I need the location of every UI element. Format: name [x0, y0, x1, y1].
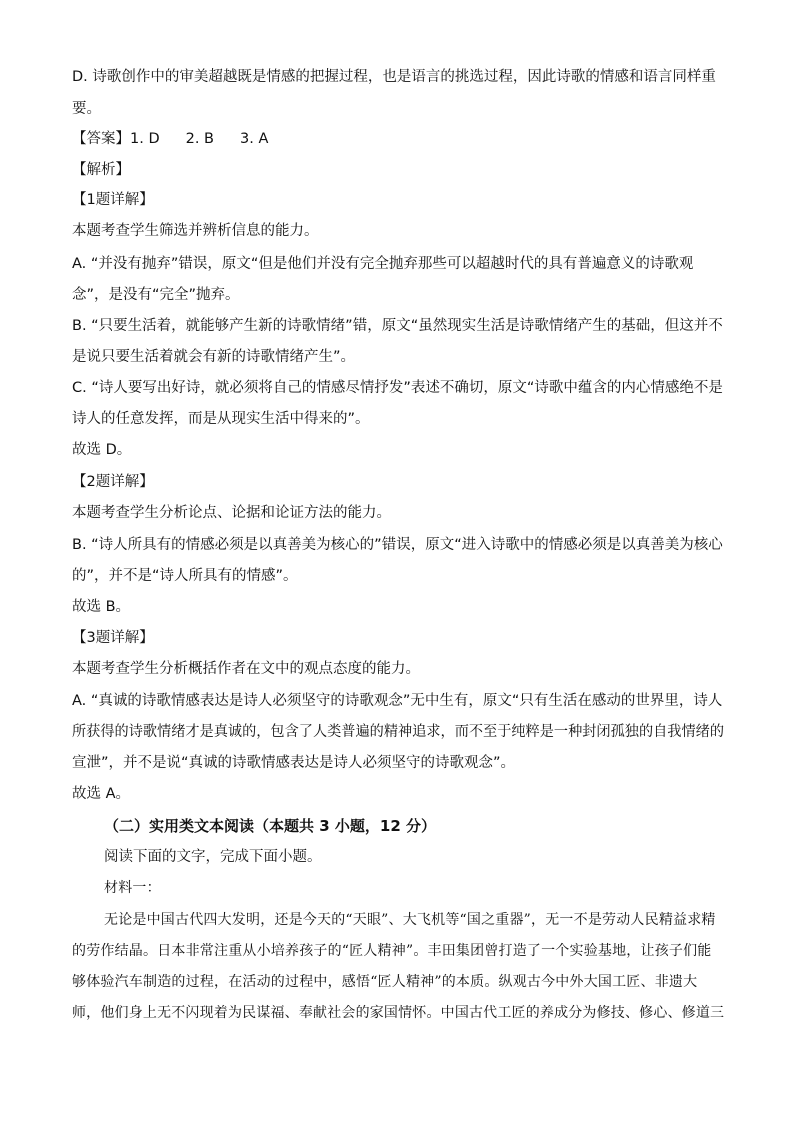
q3-choose: 故选 A。	[72, 786, 131, 802]
material-line-1: 无论是中国古代四大发明，还是今天的“天眼”、大飞机等“国之重器”，无一不是劳动人民精益求精	[104, 912, 716, 928]
material-label: 材料一：	[104, 880, 161, 896]
q2-choose: 故选 B。	[72, 599, 131, 615]
q3-title: 【3题详解】	[72, 630, 154, 646]
answer-3: 3. A	[240, 131, 269, 147]
q1-option-c-line-2: 诗人的任意发挥，而是从现实生活中得来的”。	[72, 411, 370, 427]
answer-2: 2. B	[185, 131, 215, 147]
q2-intro: 本题考查学生分析论点、论据和论证方法的能力。	[72, 505, 391, 521]
section-title: （二）实用类文本阅读（本题共 3 小题，12 分）	[104, 817, 436, 835]
q2-title: 【2题详解】	[72, 474, 154, 490]
q1-option-a-line-2: 念”，是没有“完全”抛弃。	[72, 287, 240, 303]
q1-option-b-line-1: B. “只要生活着，就能够产生新的诗歌情绪”错，原文“虽然现实生活是诗歌情绪产生的基础，但这并不	[72, 318, 723, 334]
material-line-3: 够体验汽车制造的过程，在活动的过程中，感悟“匠人精神”的本质。纵观古今中外大国工匠、非遗大	[72, 974, 698, 990]
q1-option-a-line-1: A. “并没有抛弃”错误，原文“但是他们并没有完全抛弃那些可以超越时代的具有普遍意义的诗歌观	[72, 256, 694, 272]
q3-option-a-line-3: 宣泄”，并不是说“真诚的诗歌情感表达是诗人必须坚守的诗歌观念”。	[72, 755, 516, 771]
q1-intro: 本题考查学生筛选并辨析信息的能力。	[72, 223, 319, 239]
material-line-2: 的劳作结晶。日本非常注重从小培养孩子的“匠人精神”。丰田集团曾打造了一个实验基地，让孩子们能	[72, 943, 712, 959]
q1-title: 【1题详解】	[72, 192, 154, 208]
q3-intro: 本题考查学生分析概括作者在文中的观点态度的能力。	[72, 661, 420, 677]
section-instruction: 阅读下面的文字，完成下面小题。	[104, 849, 322, 865]
q1-option-c-line-1: C. “诗人要写出好诗，就必须将自己的情感尽情抒发”表述不确切，原文“诗歌中蕴含的内心情感绝不是	[72, 380, 723, 396]
q1-choose: 故选 D。	[72, 442, 132, 458]
answer-1: 1. D	[130, 131, 160, 147]
material-line-4: 师，他们身上无不闪现着为民谋福、奉献社会的家国情怀。中国古代工匠的养成分为修技、修心、修道三	[72, 1005, 725, 1021]
option-d-line-1: D. 诗歌创作中的审美超越既是情感的把握过程，也是语言的挑选过程，因此诗歌的情感和语言同样重	[72, 69, 716, 85]
answer-line	[72, 129, 268, 149]
q1-option-b-line-2: 是说只要生活着就会有新的诗歌情绪产生”。	[72, 349, 356, 365]
option-d-line-2: 要。	[72, 101, 101, 117]
analysis-label: 【解析】	[72, 162, 130, 178]
q3-option-a-line-2: 所获得的诗歌情绪才是真诚的，包含了人类普遍的精神追求，而不至于纯粹是一种封闭孤独的自我情绪的	[72, 724, 724, 740]
answer-label: 【答案】	[72, 131, 130, 147]
q2-option-b-line-2: 的”，并不是“诗人所具有的情感”。	[72, 568, 298, 584]
q2-option-b-line-1: B. “诗人所具有的情感必须是以真善美为核心的”错误，原文“进入诗歌中的情感必须是以真善美为核心	[72, 537, 723, 553]
q3-option-a-line-1: A. “真诚的诗歌情感表达是诗人必须坚守的诗歌观念”无中生有，原文“只有生活在感动的世界里，诗人	[72, 693, 723, 709]
